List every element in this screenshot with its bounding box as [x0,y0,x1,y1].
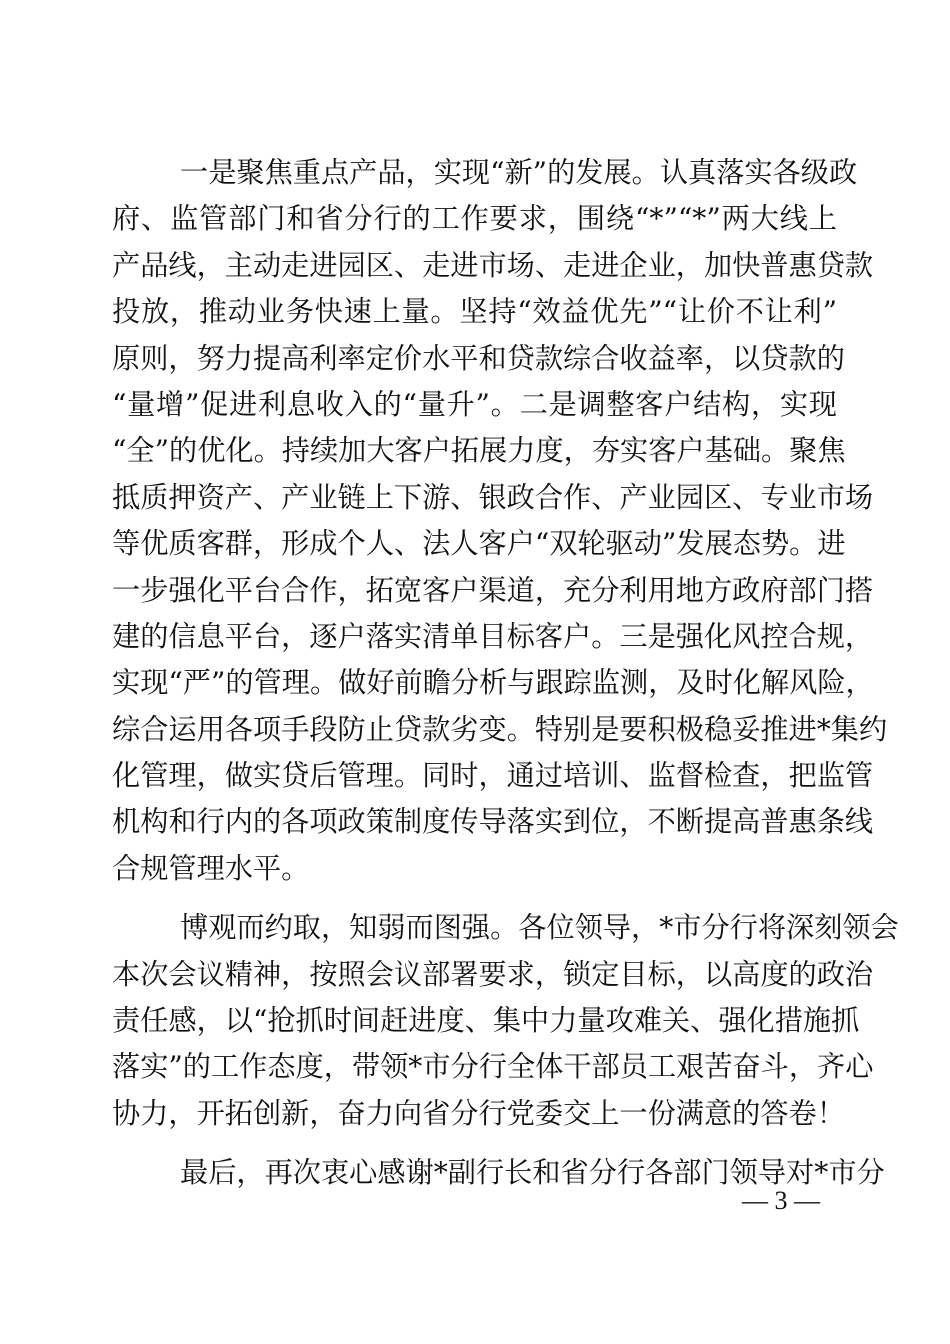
text-line: 协力，开拓创新，奋力向省分行党委交上一份满意的答卷！ [112,1096,845,1130]
text-line: 产品线，主动走进园区、走进市场、走进企业，加快普惠贷款 [112,248,874,282]
text-line: 本次会议精神，按照会议部署要求，锁定目标，以高度的政治 [112,957,874,991]
text-line: “量增”促进利息收入的“量升”。二是调整客户结构，实现 [112,387,837,421]
paragraph-spacing [112,892,837,905]
text-line: 最后，再次衷心感谢*副行长和省分行各部门领导对*市分 [180,1156,885,1190]
paragraph-spacing [112,1137,837,1150]
text-line: 府、监管部门和省分行的工作要求，围绕“*”“*”两大线上 [112,202,837,236]
text-line: 抵质押资产、产业链上下游、银政合作、产业园区、专业市场 [112,480,874,514]
text-line: 责任感，以“抢抓时间赶进度、集中力量攻难关、强化措施抓 [112,1004,860,1038]
text-line: 投放，推动业务快速上量。坚持“效益优先”“让价不让利” [112,295,837,329]
page-number: — 3 — [742,1186,820,1215]
document-body [112,150,899,1197]
text-line: 落实”的工作态度，带领*市分行全体干部员工艰苦奋斗，齐心 [112,1050,874,1084]
text-line: 建的信息平台，逐户落实清单目标客户。三是强化风控合规， [112,619,874,653]
text-line: 一步强化平台合作，拓宽客户渠道，充分利用地方政府部门搭 [112,573,874,607]
paragraph [112,1150,885,1196]
text-line: 博观而约取，知弱而图强。各位领导，*市分行将深刻领会 [180,911,899,945]
paragraph [112,150,888,892]
text-line: 机构和行内的各项政策制度传导落实到位，不断提高普惠条线 [112,805,874,839]
text-line: 等优质客群，形成个人、法人客户“双轮驱动”发展态势。进 [112,527,846,561]
text-line: 一是聚焦重点产品，实现“新”的发展。认真落实各级政 [180,156,858,189]
text-line: 原则，努力提高利率定价水平和贷款综合收益率，以贷款的 [112,341,845,375]
text-line: “全”的优化。持续加大客户拓展力度，夯实客户基础。聚焦 [112,434,846,468]
paragraph [112,905,899,1137]
text-line: 综合运用各项手段防止贷款劣变。特别是要积极稳妥推进*集约 [112,712,888,746]
text-line: 实现“严”的管理。做好前瞻分析与跟踪监测，及时化解风险， [112,666,874,700]
text-line: 合规管理水平。 [112,851,310,885]
text-line: 化管理，做实贷后管理。同时，通过培训、监督检查，把监管 [112,759,874,793]
